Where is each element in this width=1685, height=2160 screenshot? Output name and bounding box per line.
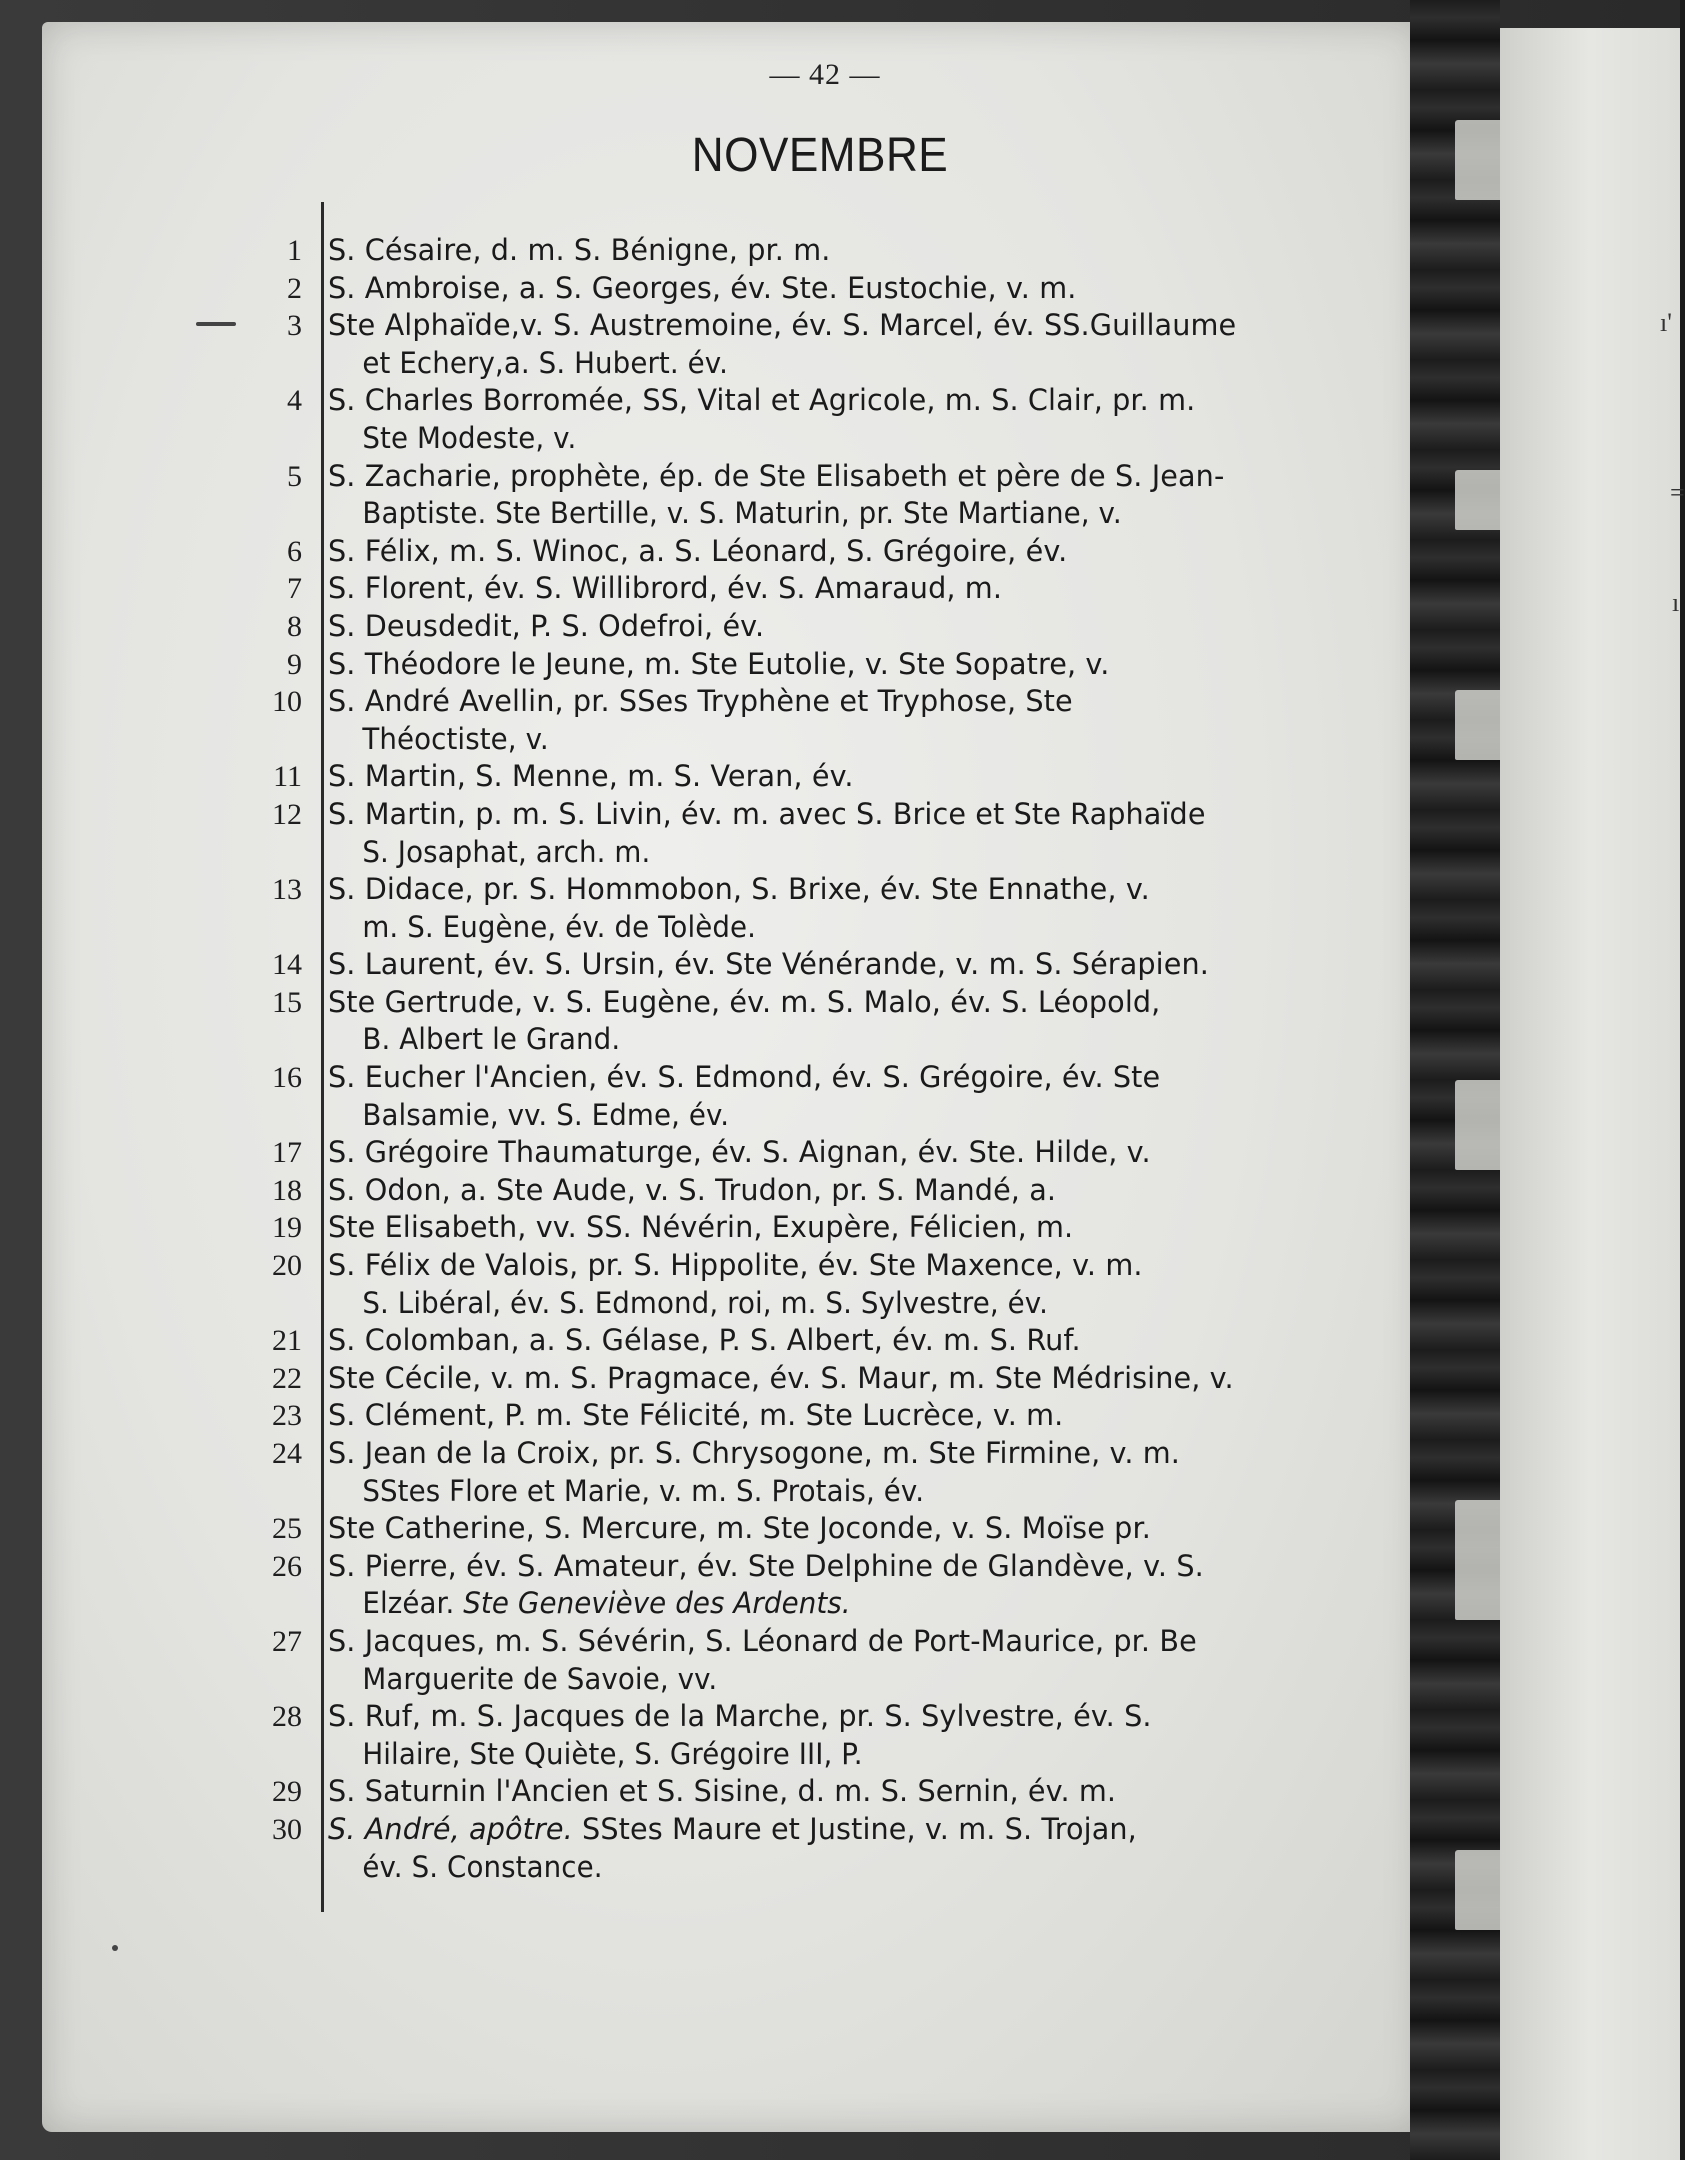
entry-line — [328, 758, 1368, 796]
saints-text — [302, 1059, 1380, 1134]
entry-line-text: S. Jean de la Croix, pr. S. Chrysogone, m. Ste Firmine, v. m. — [328, 1436, 1181, 1470]
entry-line — [328, 1510, 1368, 1548]
entry-continuation-line — [328, 1021, 1332, 1059]
calendar-entry — [240, 1322, 1380, 1360]
entry-line-text: Ste Elisabeth, vv. SS. Névérin, Exupère, Félicien, m. — [328, 1210, 1074, 1245]
saints-text — [302, 871, 1380, 946]
day-number: 23 — [272, 1399, 302, 1433]
saints-text — [302, 1773, 1380, 1811]
adjacent-page-mark: = — [1670, 478, 1685, 507]
calendar-entry — [240, 1510, 1380, 1548]
day-number: 11 — [273, 760, 302, 794]
entry-line-text: S. Eucher l'Ancien, év. S. Edmond, év. S. Grégoire, év. Ste — [328, 1060, 1161, 1095]
entry-line — [328, 1247, 1368, 1285]
entry-line — [328, 307, 1368, 345]
calendar-entry — [240, 1247, 1380, 1322]
entry-line-text: Marguerite de Savoie, vv. — [362, 1661, 718, 1696]
entry-line — [328, 796, 1368, 834]
entry-line-text: S. Ruf, m. S. Jacques de la Marche, pr. S. Sylvestre, év. S. — [328, 1699, 1152, 1734]
entry-line-text: S. Césaire, d. m. S. Bénigne, pr. m. — [328, 233, 831, 267]
entry-line-text: S. Odon, a. Ste Aude, v. S. Trudon, pr. S. Mandé, a. — [328, 1172, 1057, 1207]
entry-line-text: S. Laurent, év. S. Ursin, év. Ste Vénérande, v. m. S. Sérapien. — [328, 947, 1209, 982]
feast-name-italic: Ste Geneviève des Ardents. — [463, 1586, 851, 1621]
saints-text — [302, 382, 1380, 457]
entry-line — [328, 1623, 1368, 1661]
saints-text — [302, 270, 1380, 308]
saints-text — [302, 683, 1380, 758]
entry-continuation-line — [328, 834, 1332, 872]
entry-line — [328, 1360, 1368, 1398]
entry-continuation-line — [328, 345, 1332, 383]
calendar-entry — [240, 796, 1380, 871]
entry-line — [328, 232, 1368, 270]
entry-continuation-line — [328, 495, 1332, 533]
calendar-entry — [240, 1548, 1380, 1623]
entry-continuation-line — [328, 1661, 1332, 1699]
calendar-entry — [240, 1435, 1380, 1510]
ink-speck — [112, 1945, 118, 1951]
saints-text — [302, 232, 1380, 270]
day-number: 1 — [287, 234, 302, 267]
calendar-entry — [240, 570, 1380, 608]
entry-line — [328, 871, 1368, 909]
calendar-entry — [240, 1623, 1380, 1698]
calendar-entry — [240, 232, 1380, 270]
entry-line-text: B. Albert le Grand. — [362, 1022, 621, 1057]
calendar-entry — [240, 871, 1380, 946]
calendar-entry — [240, 984, 1380, 1059]
entry-line-text: S. Zacharie, prophète, ép. de Ste Elisabeth et père de S. Jean- — [328, 458, 1225, 493]
saints-text — [302, 1510, 1380, 1548]
saints-text — [302, 1698, 1380, 1773]
entry-line — [328, 270, 1368, 308]
saints-text — [302, 1548, 1380, 1623]
entry-line-text: S. Florent, év. S. Willibrord, év. S. Amaraud, m. — [328, 571, 1003, 606]
day-number: 21 — [272, 1324, 302, 1358]
day-number: 25 — [272, 1512, 302, 1546]
calendar-entry — [240, 458, 1380, 533]
calendar-entry — [240, 946, 1380, 984]
entry-line-text: S. Théodore le Jeune, m. Ste Eutolie, v. Ste Sopatre, v. — [328, 646, 1110, 681]
day-number: 18 — [272, 1173, 302, 1207]
saints-text — [302, 1623, 1380, 1698]
feast-name-italic: S. André, apôtre. — [328, 1811, 573, 1846]
adjacent-page-mark: ı' — [1660, 308, 1672, 337]
entry-continuation-line — [328, 721, 1332, 759]
entry-line — [328, 570, 1368, 608]
saints-text — [302, 458, 1380, 533]
saints-text — [302, 1397, 1380, 1435]
entry-line-text: S. Martin, S. Menne, m. S. Veran, év. — [328, 759, 854, 794]
day-number: 14 — [272, 948, 302, 982]
saints-text — [302, 1435, 1380, 1510]
entry-line-text: et Echery,a. S. Hubert. év. — [362, 345, 729, 380]
saints-text — [302, 307, 1380, 382]
entry-line — [328, 683, 1368, 721]
entry-line-text: S. Grégoire Thaumaturge, év. S. Aignan, év. Ste. Hilde, v. — [328, 1135, 1151, 1170]
day-number: 8 — [287, 609, 302, 643]
month-title: NOVEMBRE — [691, 129, 949, 182]
calendar-entry — [240, 1134, 1380, 1172]
entry-line-text: S. Libéral, év. S. Edmond, roi, m. S. Sylvestre, év. — [362, 1285, 1048, 1320]
entry-line — [328, 1209, 1368, 1247]
entry-line — [328, 1134, 1368, 1172]
calendar-entry — [240, 1811, 1380, 1886]
day-number: 5 — [287, 459, 302, 493]
day-number: 20 — [272, 1249, 302, 1283]
adjacent-page — [1500, 28, 1685, 2160]
day-number: 7 — [287, 572, 302, 606]
entry-line-text: Ste Alphaïde,v. S. Austremoine, év. S. Marcel, év. SS.Guillaume — [328, 308, 1237, 343]
entry-continuation-line — [328, 1473, 1332, 1511]
day-number: 4 — [287, 384, 302, 418]
saints-text — [302, 796, 1380, 871]
saints-text — [302, 946, 1380, 984]
day-number: 19 — [272, 1211, 302, 1245]
entry-line-text: Ste Cécile, v. m. S. Pragmace, év. S. Maur, m. Ste Médrisine, v. — [328, 1360, 1234, 1395]
entry-continuation-line — [328, 1736, 1332, 1774]
day-number: 26 — [272, 1549, 302, 1583]
saints-text — [302, 570, 1380, 608]
entry-continuation-line — [328, 1097, 1332, 1135]
calendar-entry — [240, 758, 1380, 796]
calendar-entry — [240, 1397, 1380, 1435]
saints-text — [302, 1811, 1380, 1886]
saints-text — [302, 1134, 1380, 1172]
entry-line-text: S. Didace, pr. S. Hommobon, S. Brixe, év. Ste Ennathe, v. — [328, 872, 1150, 907]
entry-continuation-line — [328, 1285, 1332, 1323]
entry-line-text: S. Pierre, év. S. Amateur, év. Ste Delphine de Glandève, v. S. — [328, 1548, 1204, 1583]
day-number: 15 — [272, 985, 302, 1019]
adjacent-page-mark: ı — [1672, 588, 1680, 617]
calendar-entry — [240, 646, 1380, 684]
calendar-entry — [240, 608, 1380, 646]
day-number: 16 — [272, 1061, 302, 1095]
day-number: 29 — [272, 1775, 302, 1809]
saints-text — [302, 984, 1380, 1059]
entry-line — [328, 458, 1368, 496]
entry-line-text: Balsamie, vv. S. Edme, év. — [362, 1097, 730, 1132]
entry-line-text: Ste Modeste, v. — [362, 420, 577, 455]
entry-line-text: S. Ambroise, a. S. Georges, év. Ste. Eustochie, v. m. — [328, 270, 1077, 305]
entry-line-text: Hilaire, Ste Quiète, S. Grégoire III, P. — [362, 1736, 863, 1771]
entry-line-text: Théoctiste, v. — [362, 721, 549, 756]
calendar-entry — [240, 1773, 1380, 1811]
entry-line — [328, 646, 1368, 684]
saints-text — [302, 533, 1380, 571]
saints-text — [302, 1322, 1380, 1360]
entry-line-text: Elzéar. — [362, 1586, 455, 1621]
entry-line-text: Ste Catherine, S. Mercure, m. Ste Joconde, v. S. Moïse pr. — [328, 1511, 1151, 1546]
calendar-entry — [240, 1172, 1380, 1210]
entry-line-text: S. Martin, p. m. S. Livin, év. m. avec S. Brice et Ste Raphaïde — [328, 796, 1206, 831]
entry-line — [328, 1548, 1368, 1586]
entry-line — [328, 946, 1368, 984]
day-number: 28 — [272, 1700, 302, 1734]
calendar-entry — [240, 1209, 1380, 1247]
entry-line — [328, 1397, 1368, 1435]
entry-line-text: SStes Flore et Marie, v. m. S. Protais, év. — [362, 1473, 925, 1508]
entry-line-text: Ste Gertrude, v. S. Eugène, év. m. S. Malo, év. S. Léopold, — [328, 984, 1161, 1019]
ink-speck — [196, 322, 236, 326]
day-number: 6 — [287, 534, 302, 568]
day-number: 3 — [287, 309, 302, 343]
day-number: 17 — [272, 1136, 302, 1170]
day-number: 12 — [272, 797, 302, 831]
entry-continuation-line — [328, 420, 1332, 458]
entry-line — [328, 1811, 1368, 1849]
calendar-entry — [240, 270, 1380, 308]
day-number: 24 — [272, 1437, 302, 1470]
entry-line-text: S. Deusdedit, P. S. Odefroi, év. — [328, 608, 765, 643]
saints-text — [302, 1360, 1380, 1398]
entry-line-text: év. S. Constance. — [362, 1849, 603, 1884]
saints-text — [302, 1247, 1380, 1322]
calendar-entry — [240, 533, 1380, 571]
calendar-entry — [240, 307, 1380, 382]
entry-line-text: Baptiste. Ste Bertille, v. S. Maturin, pr. Ste Martiane, v. — [362, 496, 1122, 531]
saints-list — [240, 232, 1380, 1886]
day-number: 13 — [272, 873, 302, 907]
page-number: — 42 — — [769, 58, 881, 91]
entry-line-text: S. Josaphat, arch. m. — [362, 834, 651, 869]
calendar-entry — [240, 1059, 1380, 1134]
day-number: 27 — [272, 1624, 302, 1658]
entry-line-text: m. S. Eugène, év. de Tolède. — [362, 909, 757, 944]
entry-line-text: S. Clément, P. m. Ste Félicité, m. Ste Lucrèce, v. m. — [328, 1398, 1064, 1433]
entry-line — [328, 984, 1368, 1022]
calendar-entry — [240, 683, 1380, 758]
day-number: 9 — [287, 647, 302, 681]
entry-line — [328, 533, 1368, 571]
day-number: 30 — [272, 1812, 302, 1846]
entry-line — [328, 1172, 1368, 1210]
entry-line — [328, 1322, 1368, 1360]
entry-line — [328, 1773, 1368, 1811]
entry-line-text: S. Félix, m. S. Winoc, a. S. Léonard, S. Grégoire, év. — [328, 533, 1068, 568]
entry-continuation-line — [328, 1849, 1332, 1887]
saints-text — [302, 1209, 1380, 1247]
entry-line-text: S. Colomban, a. S. Gélase, P. S. Albert, év. m. S. Ruf. — [328, 1323, 1081, 1358]
calendar-entry — [240, 1360, 1380, 1398]
entry-line — [328, 382, 1368, 420]
entry-line-text: S. Jacques, m. S. Sévérin, S. Léonard de Port-Maurice, pr. Be — [328, 1623, 1197, 1658]
entry-line-text: S. Charles Borromée, SS, Vital et Agricole, m. S. Clair, pr. m. — [328, 383, 1196, 418]
saints-text — [302, 646, 1380, 684]
entry-line-text: S. André Avellin, pr. SSes Tryphène et Tryphose, Ste — [328, 684, 1073, 719]
day-number: 10 — [272, 685, 302, 719]
entry-line — [328, 1435, 1368, 1473]
entry-continuation-line — [328, 1585, 1332, 1623]
entry-line-text: SStes Maure et Justine, v. m. S. Trojan, — [582, 1811, 1137, 1846]
calendar-entry — [240, 1698, 1380, 1773]
day-number: 2 — [287, 271, 302, 305]
entry-line — [328, 608, 1368, 646]
saints-text — [302, 1172, 1380, 1210]
entry-line — [328, 1059, 1368, 1097]
day-number: 22 — [272, 1361, 302, 1395]
saints-text — [302, 608, 1380, 646]
entry-line — [328, 1698, 1368, 1736]
saints-text — [302, 758, 1380, 796]
entry-continuation-line — [328, 909, 1332, 947]
entry-line-text: S. Félix de Valois, pr. S. Hippolite, év. Ste Maxence, v. m. — [328, 1248, 1143, 1283]
entry-line-text: S. Saturnin l'Ancien et S. Sisine, d. m. S. Sernin, év. m. — [328, 1774, 1117, 1809]
calendar-entry — [240, 382, 1380, 457]
